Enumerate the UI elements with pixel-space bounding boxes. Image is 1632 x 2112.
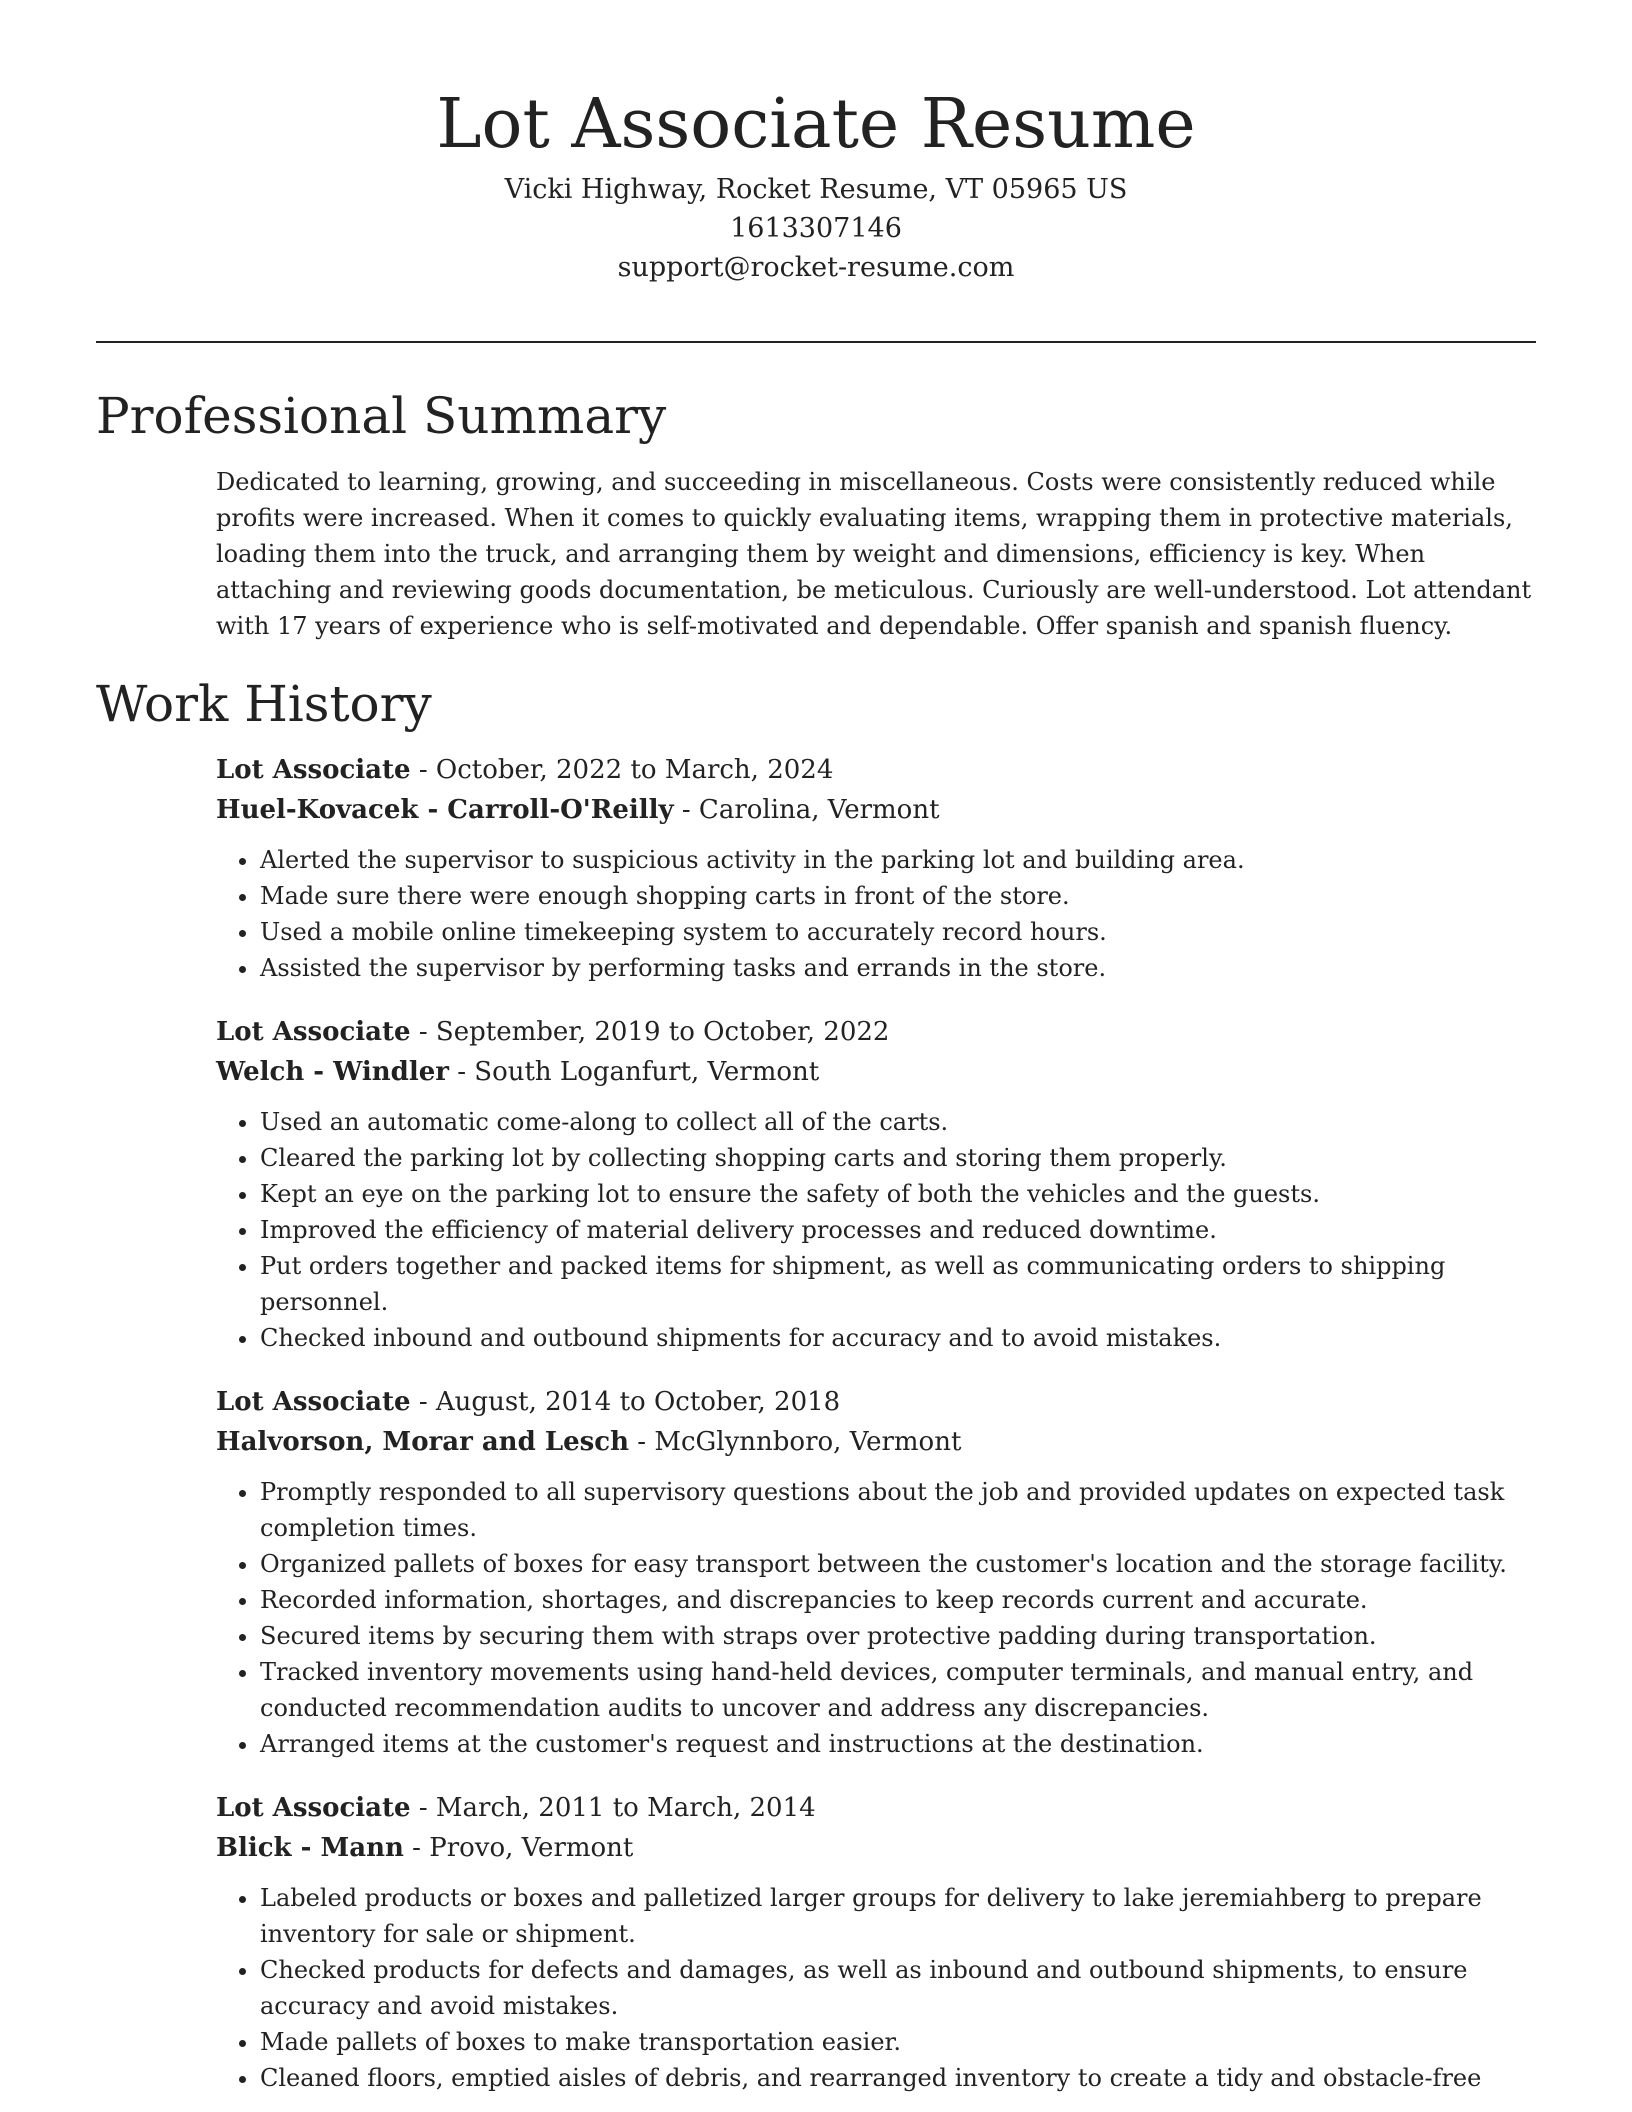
job-location: - South Loganfurt, Vermont bbox=[448, 1057, 820, 1087]
job-entry bbox=[216, 1788, 1536, 2096]
job-role: Lot Associate bbox=[216, 755, 411, 785]
summary-heading: Professional Summary bbox=[96, 387, 667, 445]
work-history-heading: Work History bbox=[96, 675, 432, 733]
list-item: • Organized pallets of boxes for easy transport between the customer's location and the storage facility. bbox=[260, 1546, 1536, 1582]
job-company: Huel-Kovacek - Carroll-O'Reilly bbox=[216, 795, 674, 825]
job-location: - Carolina, Vermont bbox=[673, 795, 940, 825]
list-item: • Secured items by securing them with straps over protective padding during transportation. bbox=[260, 1618, 1536, 1654]
contact-phone: 1613307146 bbox=[730, 213, 902, 244]
job-role: Lot Associate bbox=[216, 1387, 411, 1417]
job-dates: - August, 2014 to October, 2018 bbox=[410, 1387, 841, 1417]
list-item: • Recorded information, shortages, and discrepancies to keep records current and accurate. bbox=[260, 1582, 1536, 1618]
job-role: Lot Associate bbox=[216, 1793, 411, 1823]
resume-title: Lot Associate Resume bbox=[436, 85, 1196, 164]
list-item: • Labeled products or boxes and palletized larger groups for delivery to lake jeremiahberg to prepare inventory for sale or shipment. bbox=[260, 1880, 1536, 1952]
list-item: • Cleaned floors, emptied aisles of debris, and rearranged inventory to create a tidy and obstacle-free bbox=[260, 2060, 1536, 2096]
list-item: • Used a mobile online timekeeping system to accurately record hours. bbox=[260, 914, 1536, 950]
resume-header bbox=[0, 80, 1632, 287]
contact-email: support@rocket-resume.com bbox=[617, 252, 1015, 283]
job-company-line bbox=[216, 1422, 1536, 1462]
job-bullets bbox=[216, 1880, 1536, 2096]
job-company-line bbox=[216, 1052, 1536, 1092]
contact-info bbox=[0, 170, 1632, 287]
job-company: Welch - Windler bbox=[216, 1057, 449, 1087]
job-bullets bbox=[216, 1104, 1536, 1356]
job-location: - Provo, Vermont bbox=[403, 1833, 634, 1863]
job-company-line bbox=[216, 1828, 1536, 1868]
job-role: Lot Associate bbox=[216, 1017, 411, 1047]
job-company: Blick - Mann bbox=[216, 1833, 404, 1863]
job-entry bbox=[216, 1382, 1536, 1762]
job-company-line bbox=[216, 790, 1536, 830]
list-item: • Tracked inventory movements using hand-held devices, computer terminals, and manual entry, and conducted recommendation audits to uncover and address any discrepancies. bbox=[260, 1654, 1536, 1726]
list-item: • Assisted the supervisor by performing tasks and errands in the store. bbox=[260, 950, 1536, 986]
resume-body bbox=[96, 374, 1536, 2096]
summary-text: Dedicated to learning, growing, and succeeding in miscellaneous. Costs were consistently reduced while profits were increased. When it comes to quickly evaluating items, wrapping them in protective materials, loading them into the truck, and arranging them by weight and dimensions, efficiency is key. When attaching and reviewing goods documentation, be meticulous. Curiously are well-understood. Lot attendant with 17 years of experience who is self-motivated and dependable. Offer spanish and spanish fluency. bbox=[216, 468, 1532, 640]
list-item: • Put orders together and packed items for shipment, as well as communicating orders to shipping personnel. bbox=[260, 1248, 1536, 1320]
job-dates: - October, 2022 to March, 2024 bbox=[410, 755, 834, 785]
job-role-line bbox=[216, 750, 1536, 790]
job-role-line bbox=[216, 1012, 1536, 1052]
contact-address: Vicki Highway, Rocket Resume, VT 05965 US bbox=[504, 174, 1128, 205]
job-role-line bbox=[216, 1788, 1536, 1828]
job-entry bbox=[216, 1012, 1536, 1356]
list-item: • Arranged items at the customer's request and instructions at the destination. bbox=[260, 1726, 1536, 1762]
header-divider bbox=[96, 341, 1536, 343]
job-dates: - March, 2011 to March, 2014 bbox=[410, 1793, 816, 1823]
list-item: • Made pallets of boxes to make transportation easier. bbox=[260, 2024, 1536, 2060]
list-item: • Kept an eye on the parking lot to ensure the safety of both the vehicles and the guests. bbox=[260, 1176, 1536, 1212]
job-bullets bbox=[216, 1474, 1536, 1762]
job-role-line bbox=[216, 1382, 1536, 1422]
list-item: • Promptly responded to all supervisory questions about the job and provided updates on expected task completion times. bbox=[260, 1474, 1536, 1546]
list-item: • Checked products for defects and damages, as well as inbound and outbound shipments, to ensure accuracy and avoid mistakes. bbox=[260, 1952, 1536, 2024]
job-entry bbox=[216, 750, 1536, 986]
list-item: • Cleared the parking lot by collecting shopping carts and storing them properly. bbox=[260, 1140, 1536, 1176]
list-item: • Made sure there were enough shopping carts in front of the store. bbox=[260, 878, 1536, 914]
list-item: • Used an automatic come-along to collect all of the carts. bbox=[260, 1104, 1536, 1140]
job-bullets bbox=[216, 842, 1536, 986]
list-item: • Checked inbound and outbound shipments for accuracy and to avoid mistakes. bbox=[260, 1320, 1536, 1356]
work-history-list bbox=[96, 750, 1536, 2096]
list-item: • Improved the efficiency of material delivery processes and reduced downtime. bbox=[260, 1212, 1536, 1248]
job-dates: - September, 2019 to October, 2022 bbox=[410, 1017, 890, 1047]
job-company: Halvorson, Morar and Lesch bbox=[216, 1427, 630, 1457]
list-item: • Alerted the supervisor to suspicious activity in the parking lot and building area. bbox=[260, 842, 1536, 878]
job-location: - McGlynnboro, Vermont bbox=[629, 1427, 962, 1457]
